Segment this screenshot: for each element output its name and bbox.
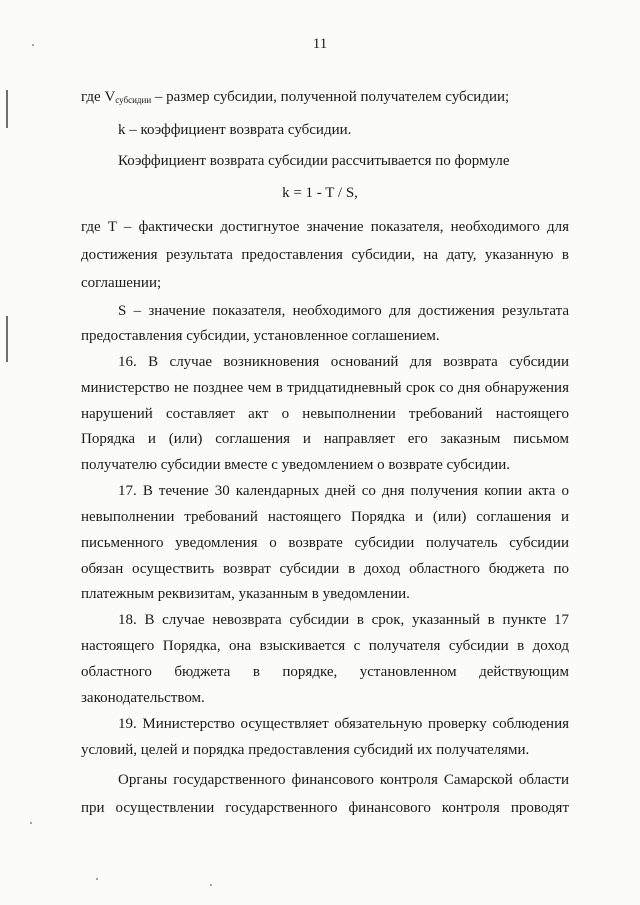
text-line: при осуществлении государственного финансового контроля проводят: [81, 800, 569, 816]
text-line: Коэффициент возврата субсидии рассчитывается по формуле: [118, 153, 510, 169]
text-line: 19. Министерство осуществляет обязательную проверку соблюдения: [118, 716, 569, 732]
text-line: предоставления субсидии, установленное соглашением.: [81, 328, 440, 344]
text-line: где Vсубсидии – размер субсидии, полученной получателем субсидии;: [81, 89, 510, 105]
text-line: 16. В случае возникновения оснований для возврата субсидии: [118, 354, 569, 370]
text-line: письменного уведомления о возврате субсидии получатель субсидии: [81, 535, 569, 551]
scan-artifact-left-mark-1: [6, 90, 8, 128]
scan-artifact-dot: [210, 884, 212, 886]
text-line: 18. В случае невозврата субсидии в срок, указанный в пункте 17: [118, 612, 569, 628]
text-line: нарушений составляет акт о невыполнении требований настоящего: [81, 406, 569, 422]
text-line: обязан осуществить возврат субсидии в доход областного бюджета по: [81, 561, 569, 577]
scan-artifact-left-mark-2: [6, 316, 8, 362]
text-line: k – коэффициент возврата субсидии.: [118, 122, 352, 138]
text-line: законодательством.: [81, 690, 205, 706]
scan-artifact-dot: [30, 822, 32, 824]
text-line: настоящего Порядка, она взыскивается с получателя субсидии в доход: [81, 638, 569, 654]
text-line: соглашении;: [81, 275, 162, 291]
text-line: 17. В течение 30 календарных дней со дня получения копии акта о: [118, 483, 569, 499]
text-line: Органы государственного финансового контроля Самарской области: [118, 772, 569, 788]
text-line: S – значение показателя, необходимого для достижения результата: [118, 303, 569, 319]
page-number: 11: [312, 36, 328, 52]
text-line: невыполнении требований настоящего Порядка и (или) соглашения и: [81, 509, 569, 525]
text-line: платежным реквизитам, указанным в уведомлении.: [81, 586, 410, 602]
text-line: где T – фактически достигнутое значение показателя, необходимого для: [81, 219, 569, 235]
text-line: получателю субсидии вместе с уведомлением о возврате субсидии.: [81, 457, 511, 473]
text-line: министерство не позднее чем в тридцатидневный срок со дня обнаружения: [81, 380, 569, 396]
text-line: условий, целей и порядка предоставления субсидий их получателями.: [81, 742, 530, 758]
formula: k = 1 - T / S,: [282, 185, 358, 201]
text-line: Порядка и (или) соглашения и направляет его заказным письмом: [81, 431, 569, 447]
scan-artifact-dot: [96, 878, 98, 880]
text-line: достижения результата предоставления субсидии, на дату, указанную в: [81, 247, 569, 263]
text-line: областного бюджета в порядке, установленном действующим: [81, 664, 569, 680]
subscript: субсидии: [115, 95, 152, 105]
